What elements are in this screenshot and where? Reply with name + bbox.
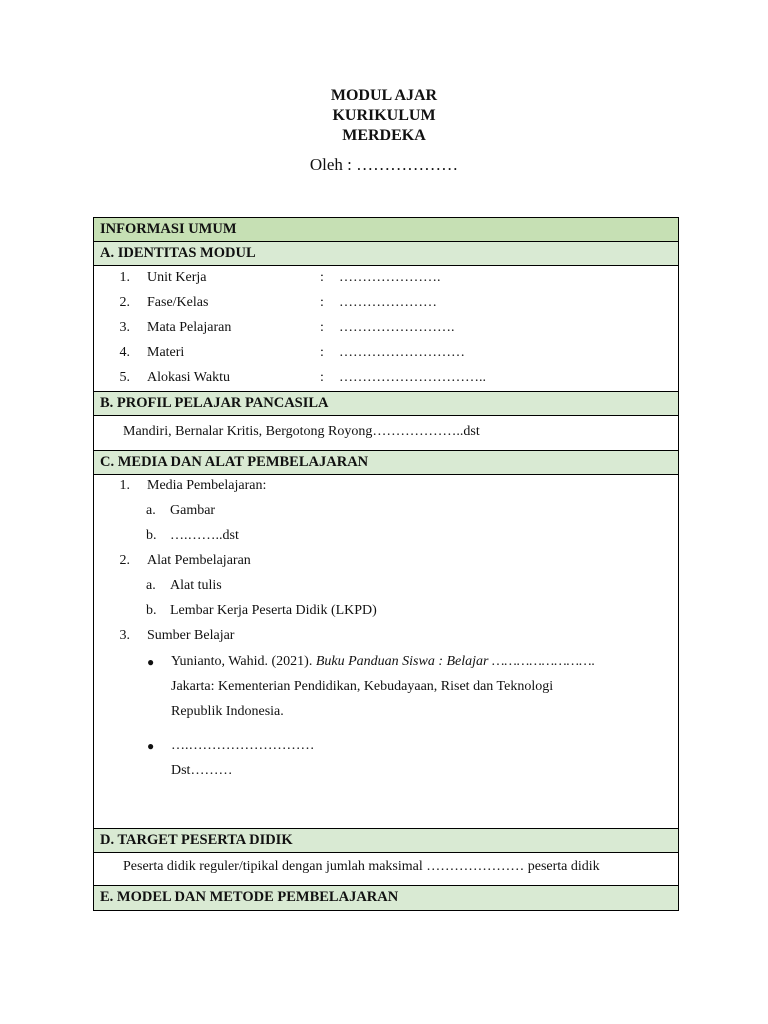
media-item-dst: ….……..dst — [170, 528, 239, 543]
document-title — [0, 86, 768, 146]
source-1-line-2: Jakarta: Kementerian Pendidikan, Kebudayaan, Riset dan Teknologi — [171, 679, 554, 694]
identitas-item — [94, 291, 678, 316]
target-text: Peserta didik reguler/tipikal dengan jumlah maksimal ………………… peserta didik — [123, 859, 600, 874]
item-number: 2. — [119, 553, 130, 568]
item-colon: : — [320, 345, 324, 360]
item-label: Materi — [147, 345, 185, 360]
title-line-3: MERDEKA — [342, 127, 426, 144]
item-number: 3. — [119, 628, 130, 643]
alat-pembelajaran-label: Alat Pembelajaran — [147, 553, 251, 568]
item-value: ……………………… — [339, 345, 465, 360]
identitas-item — [94, 316, 678, 341]
alat-item-lkpd: Lembar Kerja Peserta Didik (LKPD) — [170, 603, 377, 618]
profil-text: Mandiri, Bernalar Kritis, Bergotong Royong………………..dst — [123, 424, 480, 439]
item-colon: : — [320, 270, 324, 285]
media-item-gambar: Gambar — [170, 503, 216, 518]
item-number: 3. — [119, 320, 130, 335]
item-label: Unit Kerja — [147, 270, 207, 285]
author-line: Oleh : ……………… — [309, 155, 459, 174]
alat-item-tulis: Alat tulis — [170, 578, 222, 593]
item-colon: : — [320, 370, 324, 385]
section-header-media: C. MEDIA DAN ALAT PEMBELAJARAN — [94, 451, 678, 475]
identitas-item — [94, 341, 678, 366]
item-number: 1. — [119, 478, 130, 493]
item-value: ……………………. — [339, 320, 455, 335]
bullet-icon: ● — [147, 655, 155, 669]
item-number: 4. — [119, 345, 130, 360]
profil-section — [94, 416, 678, 451]
item-value: …………………. — [339, 270, 441, 285]
bullet-icon: ● — [147, 739, 155, 753]
item-value: ………………… — [339, 295, 437, 310]
item-label: Mata Pelajaran — [147, 320, 232, 335]
section-header-model: E. MODEL DAN METODE PEMBELAJARAN — [94, 886, 678, 910]
media-pembelajaran-label: Media Pembelajaran: — [147, 478, 267, 493]
identitas-item — [94, 266, 678, 291]
item-label: Alokasi Waktu — [147, 370, 230, 385]
section-header-target: D. TARGET PESERTA DIDIK — [94, 829, 678, 853]
sub-letter: b. — [146, 528, 157, 543]
source-1-title-dots: ……………………. — [488, 654, 596, 669]
item-label: Fase/Kelas — [147, 295, 209, 310]
item-value: ………………………….. — [339, 370, 486, 385]
section-header-informasi-umum: INFORMASI UMUM — [94, 218, 678, 242]
media-section — [94, 475, 678, 829]
item-colon: : — [320, 295, 324, 310]
source-1-line-1 — [171, 652, 595, 672]
title-line-1: MODUL AJAR — [330, 87, 438, 104]
source-2-line-1: ….……………………… — [171, 738, 315, 753]
target-section — [94, 853, 678, 886]
item-number: 5. — [119, 370, 130, 385]
title-line-2: KURIKULUM — [332, 107, 436, 124]
sub-letter: a. — [146, 503, 156, 518]
module-form-table — [93, 217, 679, 911]
source-1-title: Buku Panduan Siswa : Belajar — [315, 654, 489, 669]
sumber-belajar-label: Sumber Belajar — [147, 628, 235, 643]
item-number: 2. — [119, 295, 130, 310]
source-1-line-3: Republik Indonesia. — [171, 704, 284, 719]
item-number: 1. — [119, 270, 130, 285]
item-colon: : — [320, 320, 324, 335]
sub-letter: a. — [146, 578, 156, 593]
identitas-item — [94, 366, 678, 391]
identitas-section — [94, 266, 678, 392]
source-2-line-2: Dst……… — [171, 763, 233, 778]
sub-letter: b. — [146, 603, 157, 618]
source-1-author: Yunianto, Wahid. (2021). — [171, 654, 316, 669]
section-header-identitas: A. IDENTITAS MODUL — [94, 242, 678, 266]
section-header-profil: B. PROFIL PELAJAR PANCASILA — [94, 392, 678, 416]
